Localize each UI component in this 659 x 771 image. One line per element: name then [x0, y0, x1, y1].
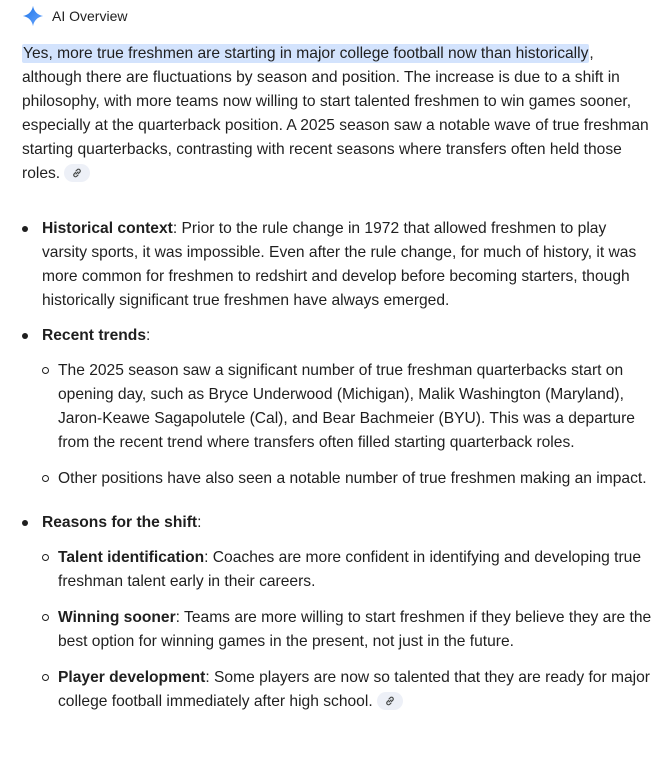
bullet-term: Reasons for the shift [42, 514, 198, 531]
link-icon [384, 695, 396, 707]
highlighted-answer: Yes, more true freshmen are starting in major college football now than historically [23, 45, 589, 62]
sub-text: : Some players are now so talented that they are ready for major college football immediately after high school. [58, 669, 650, 710]
bullet-text: : [197, 514, 202, 531]
list-item-recent-trends [22, 324, 652, 491]
ai-overview-header [22, 4, 127, 28]
bullet-term: Historical context [42, 220, 173, 237]
sub-term: Player development [58, 669, 206, 686]
recent-trends-sublist [42, 359, 652, 491]
header-title: AI Overview [52, 8, 128, 24]
sub-term: Talent identification [58, 549, 205, 566]
list-item: Other positions have also seen a notable number of true freshmen making an impact. [42, 467, 652, 491]
list-item-historical-context [22, 217, 652, 313]
sparkle-icon [22, 5, 44, 27]
key-points-list [22, 217, 652, 714]
intro-text: , although there are fluctuations by season and position. The increase is due to a shift in philosophy, with more teams now willing to start talented freshmen to win games sooner, especially at the quarterback position. A 2025 season saw a notable wave of true freshman starting quarterbacks, contrasting with recent seasons where transfers often held those roles. [22, 45, 649, 182]
sub-term: Winning sooner [58, 609, 176, 626]
overview-content [22, 42, 652, 714]
bullet-term: Recent trends [42, 327, 146, 344]
link-icon [71, 167, 83, 179]
bullet-text: : Prior to the rule change in 1972 that allowed freshmen to play varsity sports, it was impossible. Even after the rule change, for much of history, it was more common for freshmen to redshirt and develop before becoming starters, though historically significant true freshmen have always emerged. [42, 220, 637, 309]
list-item-talent-identification [42, 546, 652, 594]
list-item-reasons-for-shift [22, 511, 652, 714]
source-link-button[interactable] [377, 692, 403, 710]
bullet-text: : [146, 327, 151, 344]
source-link-button[interactable] [64, 164, 90, 182]
intro-paragraph [22, 42, 652, 186]
list-item-player-development [42, 666, 652, 714]
reasons-sublist [42, 546, 652, 714]
sub-text: : Teams are more willing to start freshmen if they believe they are the best option for winning games in the present, not just in the future. [58, 609, 652, 650]
sub-text: : Coaches are more confident in identifying and developing true freshman talent early in their careers. [58, 549, 642, 590]
list-item: The 2025 season saw a significant number of true freshman quarterbacks start on opening day, such as Bryce Underwood (Michigan), Malik Washington (Maryland), Jaron-Keawe Sagapolutele (Cal), and Bear Bachmeier (BYU). This was a departure from the recent trend where transfers often filled starting quarterback roles. [42, 359, 652, 455]
list-item-winning-sooner [42, 606, 652, 654]
